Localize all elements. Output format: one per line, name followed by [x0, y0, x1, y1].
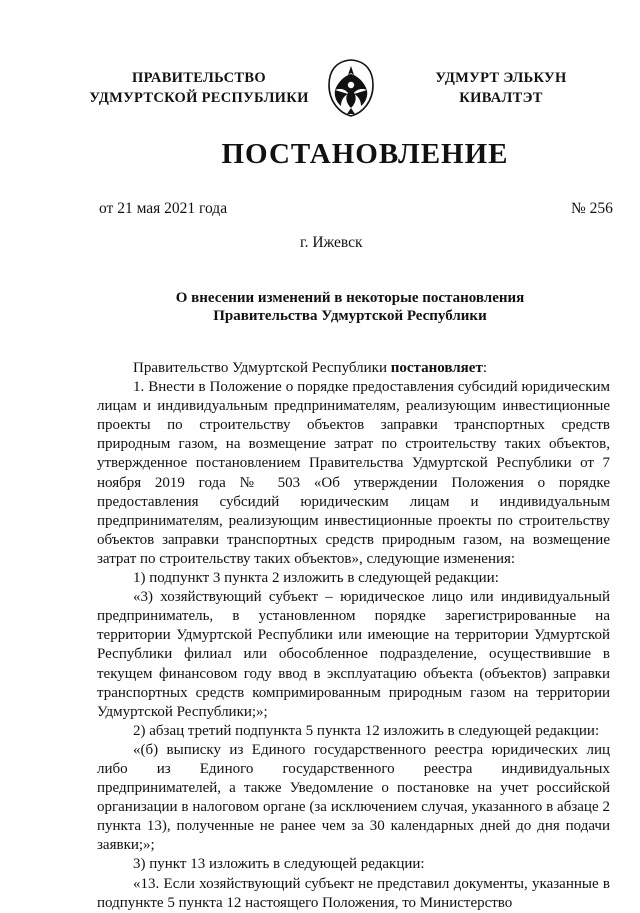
document-city: г. Ижевск — [300, 234, 363, 251]
paragraph-1: 1. Внести в Положение о порядке предоставления субсидий юридическим лицам и индивидуальным предпринимателям, реализующим инвестиционные проекты по строительству объектов заправки транспортных средств природным газом, на возмещение затрат по строительству таких объектов, утвержденное постановлением Правительства Удмуртской Республики от 7 ноября 2019 года № 503 «Об утверждении Положения о порядке предоставления субсидий юридическим лицам и индивидуальным предпринимателям, реализующим инвестиционные проекты по строительству объектов заправки транспортных средств природным газом, на возмещение затрат по строительству таких объектов», следующие изменения: — [97, 379, 610, 567]
paragraph-amendment-2: 2) абзац третий подпункта 5 пункта 12 изложить в следующей редакции: — [133, 722, 600, 739]
intro-keyword: постановляет — [390, 360, 483, 376]
intro-colon: : — [482, 360, 487, 376]
document-body — [97, 359, 610, 913]
issuer-line: КИВАЛТЭТ — [459, 90, 543, 106]
document-number: № 256 — [571, 200, 613, 217]
issuer-line: УДМУРТ ЭЛЬКУН — [435, 70, 567, 86]
document-subject — [100, 289, 600, 325]
paragraph-quote-2: «(б) выписку из Единого государственного реестра юридических лиц либо из Единого государственного реестра индивидуальных предпринимателей, а также Уведомление о постановке на учет российской организации в налоговом органе (за исключением случая, указанного в абзаце 2 пункта 13), полученные не ранее чем за 30 календарных дней до дня подачи заявки;»; — [97, 741, 610, 854]
intro-text: Правительство Удмуртской Республики — [133, 360, 391, 376]
paragraph-amendment-3: 3) пункт 13 изложить в следующей редакции: — [133, 856, 425, 873]
paragraph-quote-3: «13. Если хозяйствующий субъект не представил документы, указанные в подпункте 5 пункта 12 настоящего Положения, то Министерство — [97, 875, 610, 911]
issuer-name-russian — [80, 68, 318, 108]
paragraph-quote-1: «3) хозяйствующий субъект – юридическое лицо или индивидуальный предприниматель, в установленном порядке зарегистрированные на территории Удмуртской Республики или имеющие на территории Удмуртской Республики филиал или обособленное подразделение, осуществившие в текущем финансовом году ввод в эксплуатацию объекта (объектов) заправки транспортных средств компримированным природным газом на территории Удмуртской Республики;»; — [97, 589, 610, 720]
paragraph-amendment-1: 1) подпункт 3 пункта 2 изложить в следующей редакции: — [133, 570, 499, 587]
coat-of-arms-emblem-icon — [326, 58, 376, 118]
document-date: от 21 мая 2021 года — [99, 200, 228, 217]
issuer-line: ПРАВИТЕЛЬСТВО — [132, 70, 266, 86]
intro-paragraph — [97, 359, 610, 378]
subject-line: Правительства Удмуртской Республики — [213, 308, 487, 324]
issuer-line: УДМУРТСКОЙ РЕСПУБЛИКИ — [89, 90, 309, 106]
subject-line: О внесении изменений в некоторые постановления — [175, 290, 525, 306]
document-type-title: ПОСТАНОВЛЕНИЕ — [221, 138, 509, 170]
issuer-name-udmurt — [420, 68, 582, 108]
